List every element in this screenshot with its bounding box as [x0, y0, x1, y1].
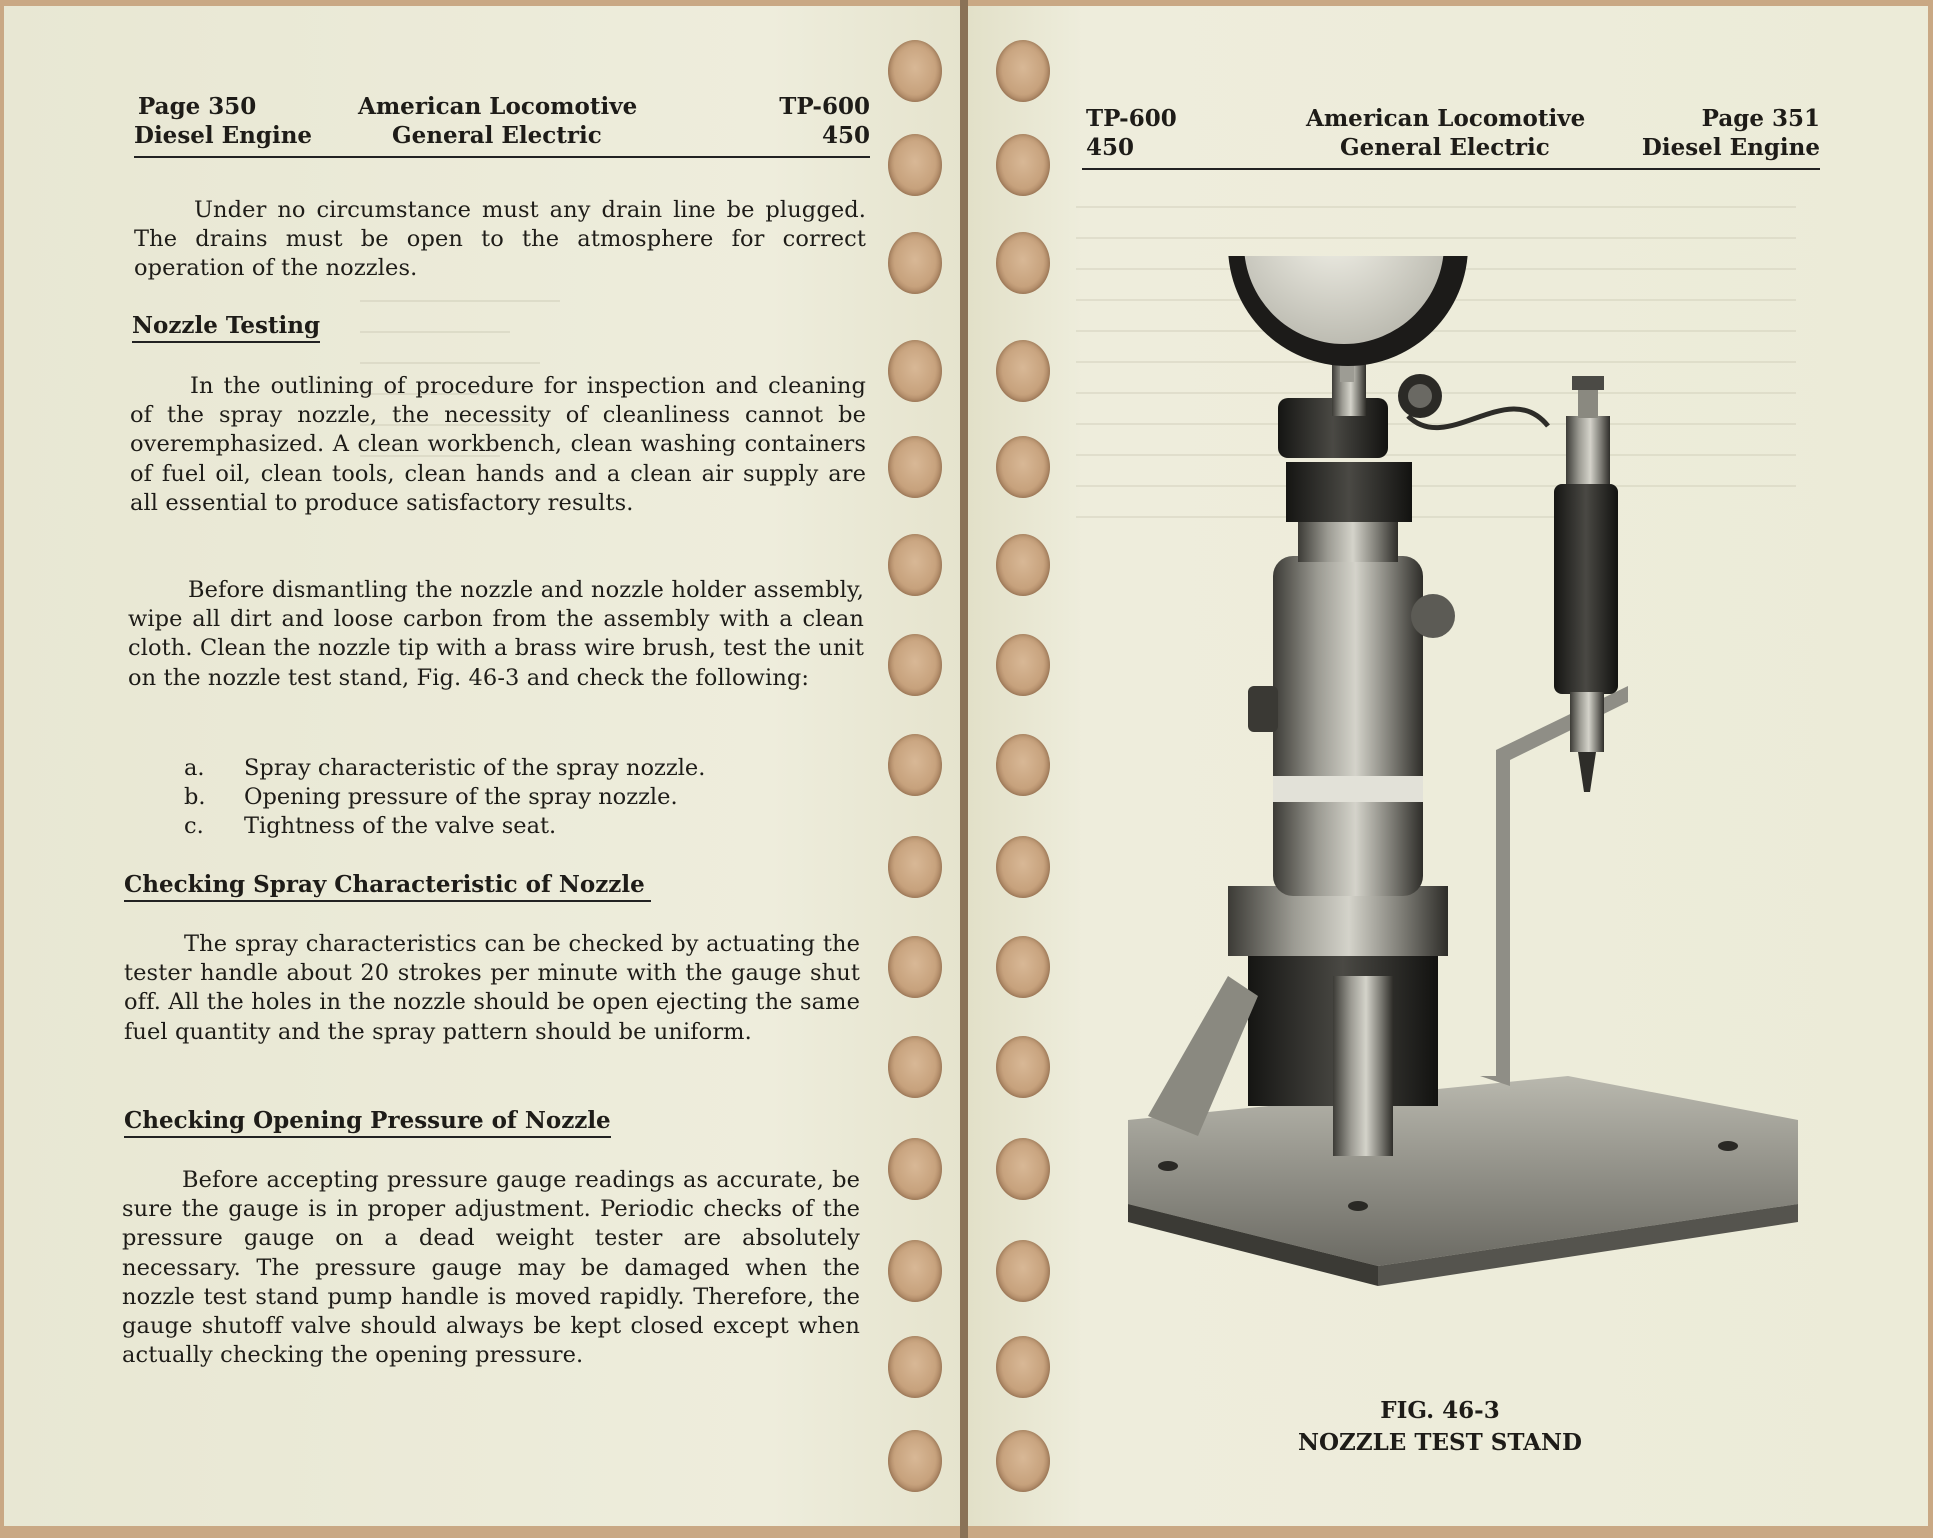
binding-hole	[888, 340, 942, 402]
figure-caption-title: NOZZLE TEST STAND	[1297, 1429, 1582, 1456]
nozzle-test-stand-photo	[1108, 256, 1808, 1366]
binding-hole	[996, 534, 1050, 596]
list-item: c. Tightness of the valve seat.	[184, 813, 557, 840]
binding-hole	[888, 734, 942, 796]
header-code-2: 450	[821, 122, 870, 149]
page-number: Page 350	[138, 93, 257, 120]
binding-hole	[996, 232, 1050, 294]
binding-hole	[996, 340, 1050, 402]
binding-hole	[888, 1036, 942, 1098]
header-rule	[134, 156, 870, 158]
right-page-header	[1082, 104, 1820, 164]
header-title: American Locomotive	[358, 93, 638, 120]
binding-hole	[888, 40, 942, 102]
binding-hole	[888, 936, 942, 998]
header-title-2: General Electric	[1340, 134, 1550, 161]
binding-hole	[888, 1138, 942, 1200]
paragraph-dismantling: Before dismantling the nozzle and nozzle holder assembly, wipe all dirt and loose carbon from the assembly with a clean cloth. Clean the nozzle tip with a brass wire brush, test the unit on the nozzle test stand, Fig. 46-3 and check the following:	[128, 577, 864, 691]
header-subtitle: Diesel Engine	[1641, 134, 1820, 161]
list-item: a. Spray characteristic of the spray nozzle.	[184, 755, 706, 781]
binding-hole	[996, 634, 1050, 696]
paragraph-cleanliness: In the outlining of procedure for inspection and cleaning of the spray nozzle, the necessity of cleanliness cannot be overemphasized. A clean workbench, clean washing containers of fuel oil, clean tools, clean hands and a clean air supply are all essential to produce satisfactory results.	[130, 373, 866, 516]
binding-hole	[888, 134, 942, 196]
holder-bracket	[1480, 686, 1628, 1086]
section-heading-opening-pressure: Checking Opening Pressure of Nozzle	[124, 1107, 611, 1138]
binding-hole	[996, 40, 1050, 102]
binding-hole	[996, 836, 1050, 898]
binding-hole	[888, 634, 942, 696]
binding-hole	[888, 836, 942, 898]
header-rule	[1082, 168, 1820, 170]
header-code: TP-600	[779, 93, 870, 120]
binding-hole	[888, 1336, 942, 1398]
binding-hole	[996, 1240, 1050, 1302]
binding-gap	[960, 0, 968, 1538]
list-item: b. Opening pressure of the spray nozzle.	[184, 784, 678, 811]
page-number: Page 351	[1701, 105, 1820, 132]
binding-hole	[996, 1336, 1050, 1398]
header-code-2: 450	[1086, 134, 1135, 161]
check-list	[184, 754, 844, 842]
pump-body	[1273, 556, 1423, 896]
binding-hole	[888, 534, 942, 596]
section-heading-spray-characteristic: Checking Spray Characteristic of Nozzle	[124, 871, 645, 902]
binding-hole	[888, 436, 942, 498]
paragraph-pressure: Before accepting pressure gauge readings as accurate, be sure the gauge is in proper adjustment. Periodic checks of the pressure gauge on a dead weight tester are absolutely necessary. The pressure gauge may be damaged when the nozzle test stand pump handle is moved rapidly. Therefore, the gauge shutoff valve should always be kept closed except when actually checking the opening pressure.	[122, 1167, 860, 1369]
paragraph-spray: The spray characteristics can be checked by actuating the tester handle about 20 strokes per minute with the gauge shut off. All the holes in the nozzle should be open ejecting the same fuel quantity and the spray pattern should be uniform.	[124, 931, 860, 1045]
figure-caption-number: FIG. 46-3	[1380, 1397, 1500, 1424]
binding-hole	[996, 936, 1050, 998]
binding-hole	[888, 1430, 942, 1492]
section-heading-nozzle-testing: Nozzle Testing	[132, 312, 320, 343]
binding-hole	[996, 436, 1050, 498]
header-title-2: General Electric	[392, 122, 602, 149]
binding-hole	[888, 232, 942, 294]
binding-hole	[996, 1430, 1050, 1492]
binding-hole	[996, 1036, 1050, 1098]
left-page-header	[134, 92, 870, 152]
nozzle-holder	[1566, 416, 1610, 486]
binding-hole	[996, 134, 1050, 196]
binding-hole	[996, 734, 1050, 796]
binding-hole	[888, 1240, 942, 1302]
intro-paragraph: Under no circumstance must any drain line be plugged. The drains must be open to the atmosphere for correct operation of the nozzles.	[134, 197, 866, 282]
binding-hole	[996, 1138, 1050, 1200]
header-title: American Locomotive	[1306, 105, 1586, 132]
header-subtitle: Diesel Engine	[134, 122, 313, 149]
header-code: TP-600	[1086, 105, 1177, 132]
